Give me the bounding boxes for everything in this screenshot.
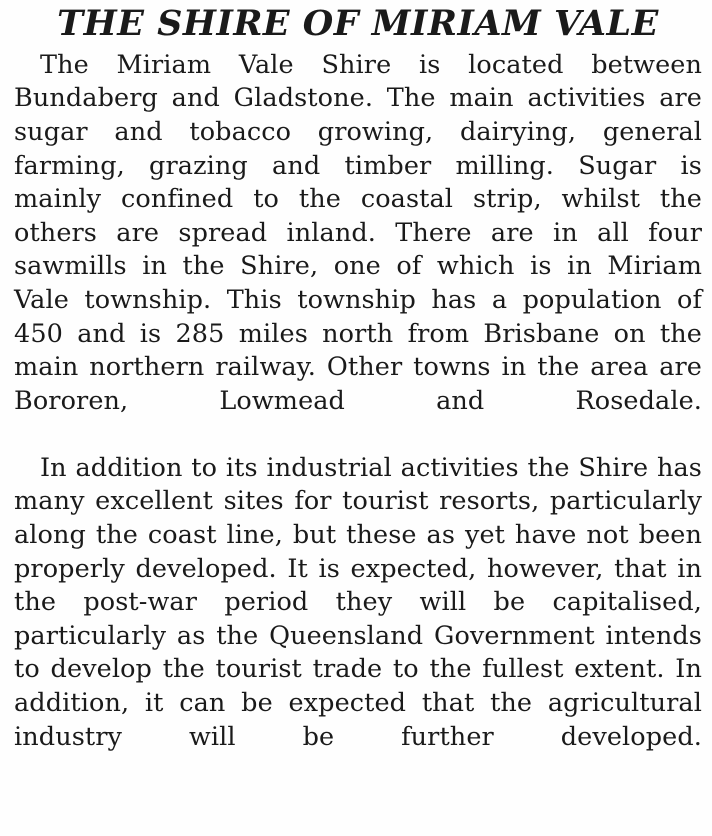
body-paragraph-2: In addition to its industrial activities the Shire has many excellent sites for tourist resorts, particularly along the coast line, but these as yet have not been properly developed. It is expected, however, that in the post-war period they will be capitalised, particularly as the Queensland Government intends to develop the tourist trade to the fullest extent. In addition, it can be expected that the agricultural industry will be further developed. xyxy=(14,452,702,752)
page-title: THE SHIRE OF MIRIAM VALE xyxy=(57,3,659,44)
body-paragraph-1: The Miriam Vale Shire is located between Bundaberg and Gladstone. The main activities are sugar and tobacco growing, dairying, general farming, grazing and timber milling. Sugar is mainly confined to the coastal strip, whilst the others are spread inland. There are in all four sawmills in the Shire, one of which is in Miriam Vale township. This township has a population of 450 and is 285 miles north from Brisbane on the main northern railway. Other towns in the area are Bororen, Lowmead and Rosedale. xyxy=(14,49,702,416)
